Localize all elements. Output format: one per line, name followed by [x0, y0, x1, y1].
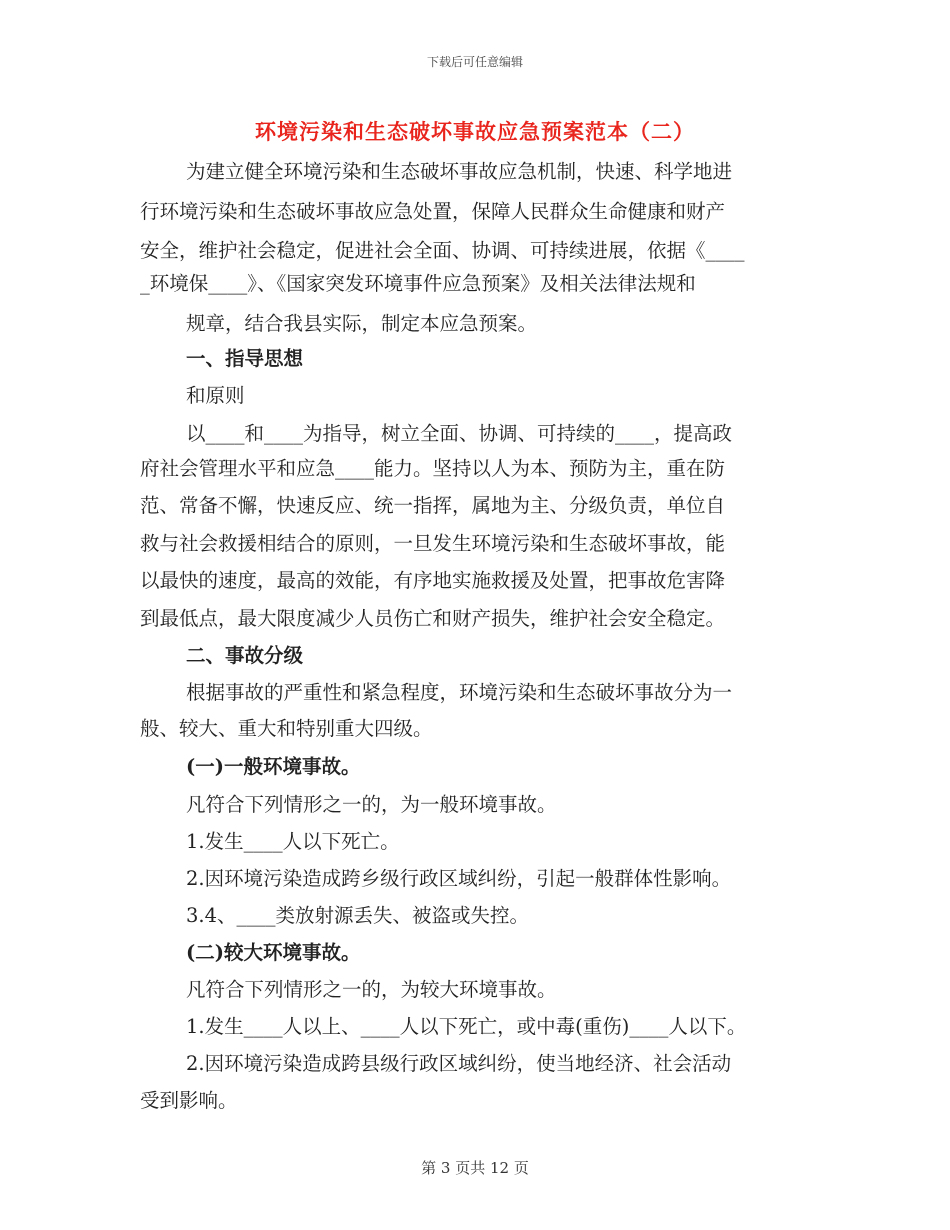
- page-number: 第 3 页共 12 页: [421, 1159, 529, 1177]
- paragraph-line: 以____和____为指导，树立全面、协调、可持续的____，提高政: [186, 422, 733, 445]
- paragraph-line: 受到影响。: [140, 1089, 238, 1112]
- list-item: 3.4、____类放射源丢失、被盗或失控。: [186, 904, 530, 927]
- list-item: 2.因环境污染造成跨乡级行政区域纠纷，引起一般群体性影响。: [186, 867, 732, 890]
- paragraph-line: 根据事故的严重性和紧急程度，环境污染和生态破坏事故分为一: [186, 681, 733, 704]
- paragraph-line: 到最低点，最大限度减少人员伤亡和财产损失，维护社会安全稳定。: [140, 607, 726, 630]
- paragraph-line: 凡符合下列情形之一的，为较大环境事故。: [186, 978, 557, 1001]
- section-heading: 二、事故分级: [186, 644, 304, 667]
- paragraph-line: 为建立健全环境污染和生态破坏事故应急机制，快速、科学地进: [186, 160, 733, 183]
- list-item: 2.因环境污染造成跨县级行政区域纠纷，使当地经济、社会活动: [186, 1052, 732, 1075]
- list-item: 1.发生____人以下死亡。: [186, 830, 400, 853]
- paragraph-line: 范、常备不懈，快速反应、统一指挥，属地为主、分级负责，单位自: [140, 494, 726, 517]
- paragraph-line: 以最快的速度，最高的效能，有序地实施救援及处置，把事故危害降: [140, 569, 726, 592]
- paragraph-line: _环境保____》、《国家突发环境事件应急预案》及相关法律法规和: [140, 272, 696, 295]
- subsection-heading: (一)一般环境事故。: [186, 755, 361, 778]
- paragraph-line: 行环境污染和生态破坏事故应急处置，保障人民群众生命健康和财产: [140, 200, 726, 223]
- paragraph-line: 般、较大、重大和特别重大四级。: [140, 717, 433, 740]
- paragraph-line: 凡符合下列情形之一的，为一般环境事故。: [186, 793, 557, 816]
- paragraph-line: 安全，维护社会稳定，促进社会全面、协调、可持续进展，依据《____: [140, 239, 745, 262]
- paragraph-line: 府社会管理水平和应急____能力。坚持以人为本、预防为主，重在防: [140, 457, 726, 480]
- page-header-note: 下载后可任意编辑: [426, 55, 523, 69]
- paragraph-line: 救与社会救援相结合的原则，一旦发生环境污染和生态破坏事故，能: [140, 532, 726, 555]
- paragraph-line: 规章，结合我县实际，制定本应急预案。: [186, 312, 538, 335]
- subsection-heading: (二)较大环境事故。: [186, 941, 361, 964]
- paragraph-line: 和原则: [186, 384, 245, 407]
- list-item: 1.发生____人以上、____人以下死亡，或中毒(重伤)____人以下。: [186, 1015, 747, 1038]
- section-heading: 一、指导思想: [186, 347, 304, 370]
- document-title: 环境污染和生态破坏事故应急预案范本（二）: [255, 119, 695, 144]
